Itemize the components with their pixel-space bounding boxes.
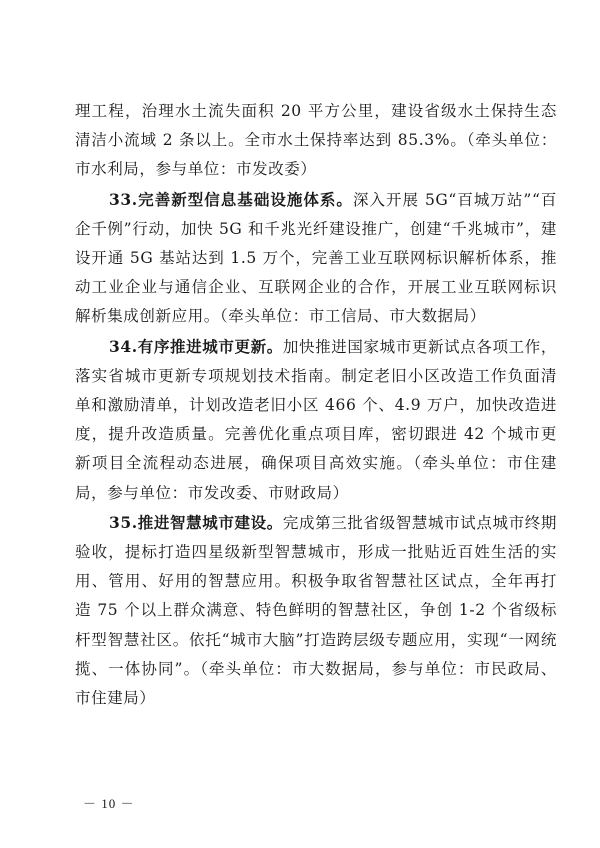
paragraph-water-conservation-continued <box>75 97 557 185</box>
paragraph-item-33 <box>75 185 557 332</box>
item-33-heading: 33.完善新型信息基础设施体系。 <box>109 189 353 209</box>
item-35-heading: 35.推进智慧城市建设。 <box>109 512 283 532</box>
item-34-heading: 34.有序推进城市更新。 <box>109 336 283 356</box>
paragraph-item-35 <box>75 508 557 713</box>
paragraph-item-34 <box>75 332 557 508</box>
item-34-text: 加快推进国家城市更新试点各项工作，落实省城市更新专项规划技术指南。制定老旧小区改造工作负面清单和激励清单，计划改造老旧小区 466 个、4.9 万户，加快改造进度，提升改造质量。完善优化重点项目库，密切跟进 42 个城市更新项目全流程动态进展，确保项目高效实施。（牵头单位：市住建局，参与单位：市发改委、市财政局） <box>75 337 558 502</box>
paragraph-text: 理工程，治理水土流失面积 20 平方公里，建设省级水土保持生态清洁小流域 2 条以上。全市水土保持率达到 85.3%。（牵头单位：市水利局，参与单位：市发改委） <box>75 102 557 179</box>
item-35-text: 完成第三批省级智慧城市试点城市终期验收，提标打造四星级新型智慧城市，形成一批贴近百姓生活的实用、管用、好用的智慧应用。积极争取省智慧社区试点，全年再打造 75 个以上群众满意、特色鲜明的智慧社区，争创 1-2 个省级标杆型智慧社区。依托“城市大脑”打造跨层级专题应用，实现“一网统揽、一体协同”。（牵头单位：市大数据局，参与单位：市民政局、市住建局） <box>75 513 558 708</box>
item-33-text: 深入开展 5G“百城万站”“百企千例”行动，加快 5G 和千兆光纤建设推广，创建“千兆城市”，建设开通 5G 基站达到 1.5 万个，完善工业互联网标识解析体系，推动工业企业与通信企业、互联网企业的合作，开展工业互联网标识解析集成创新应用。（牵头单位：市工信局、市大数据局） <box>75 190 557 326</box>
body-text <box>75 97 557 713</box>
page-number: － 10 － <box>83 796 135 811</box>
